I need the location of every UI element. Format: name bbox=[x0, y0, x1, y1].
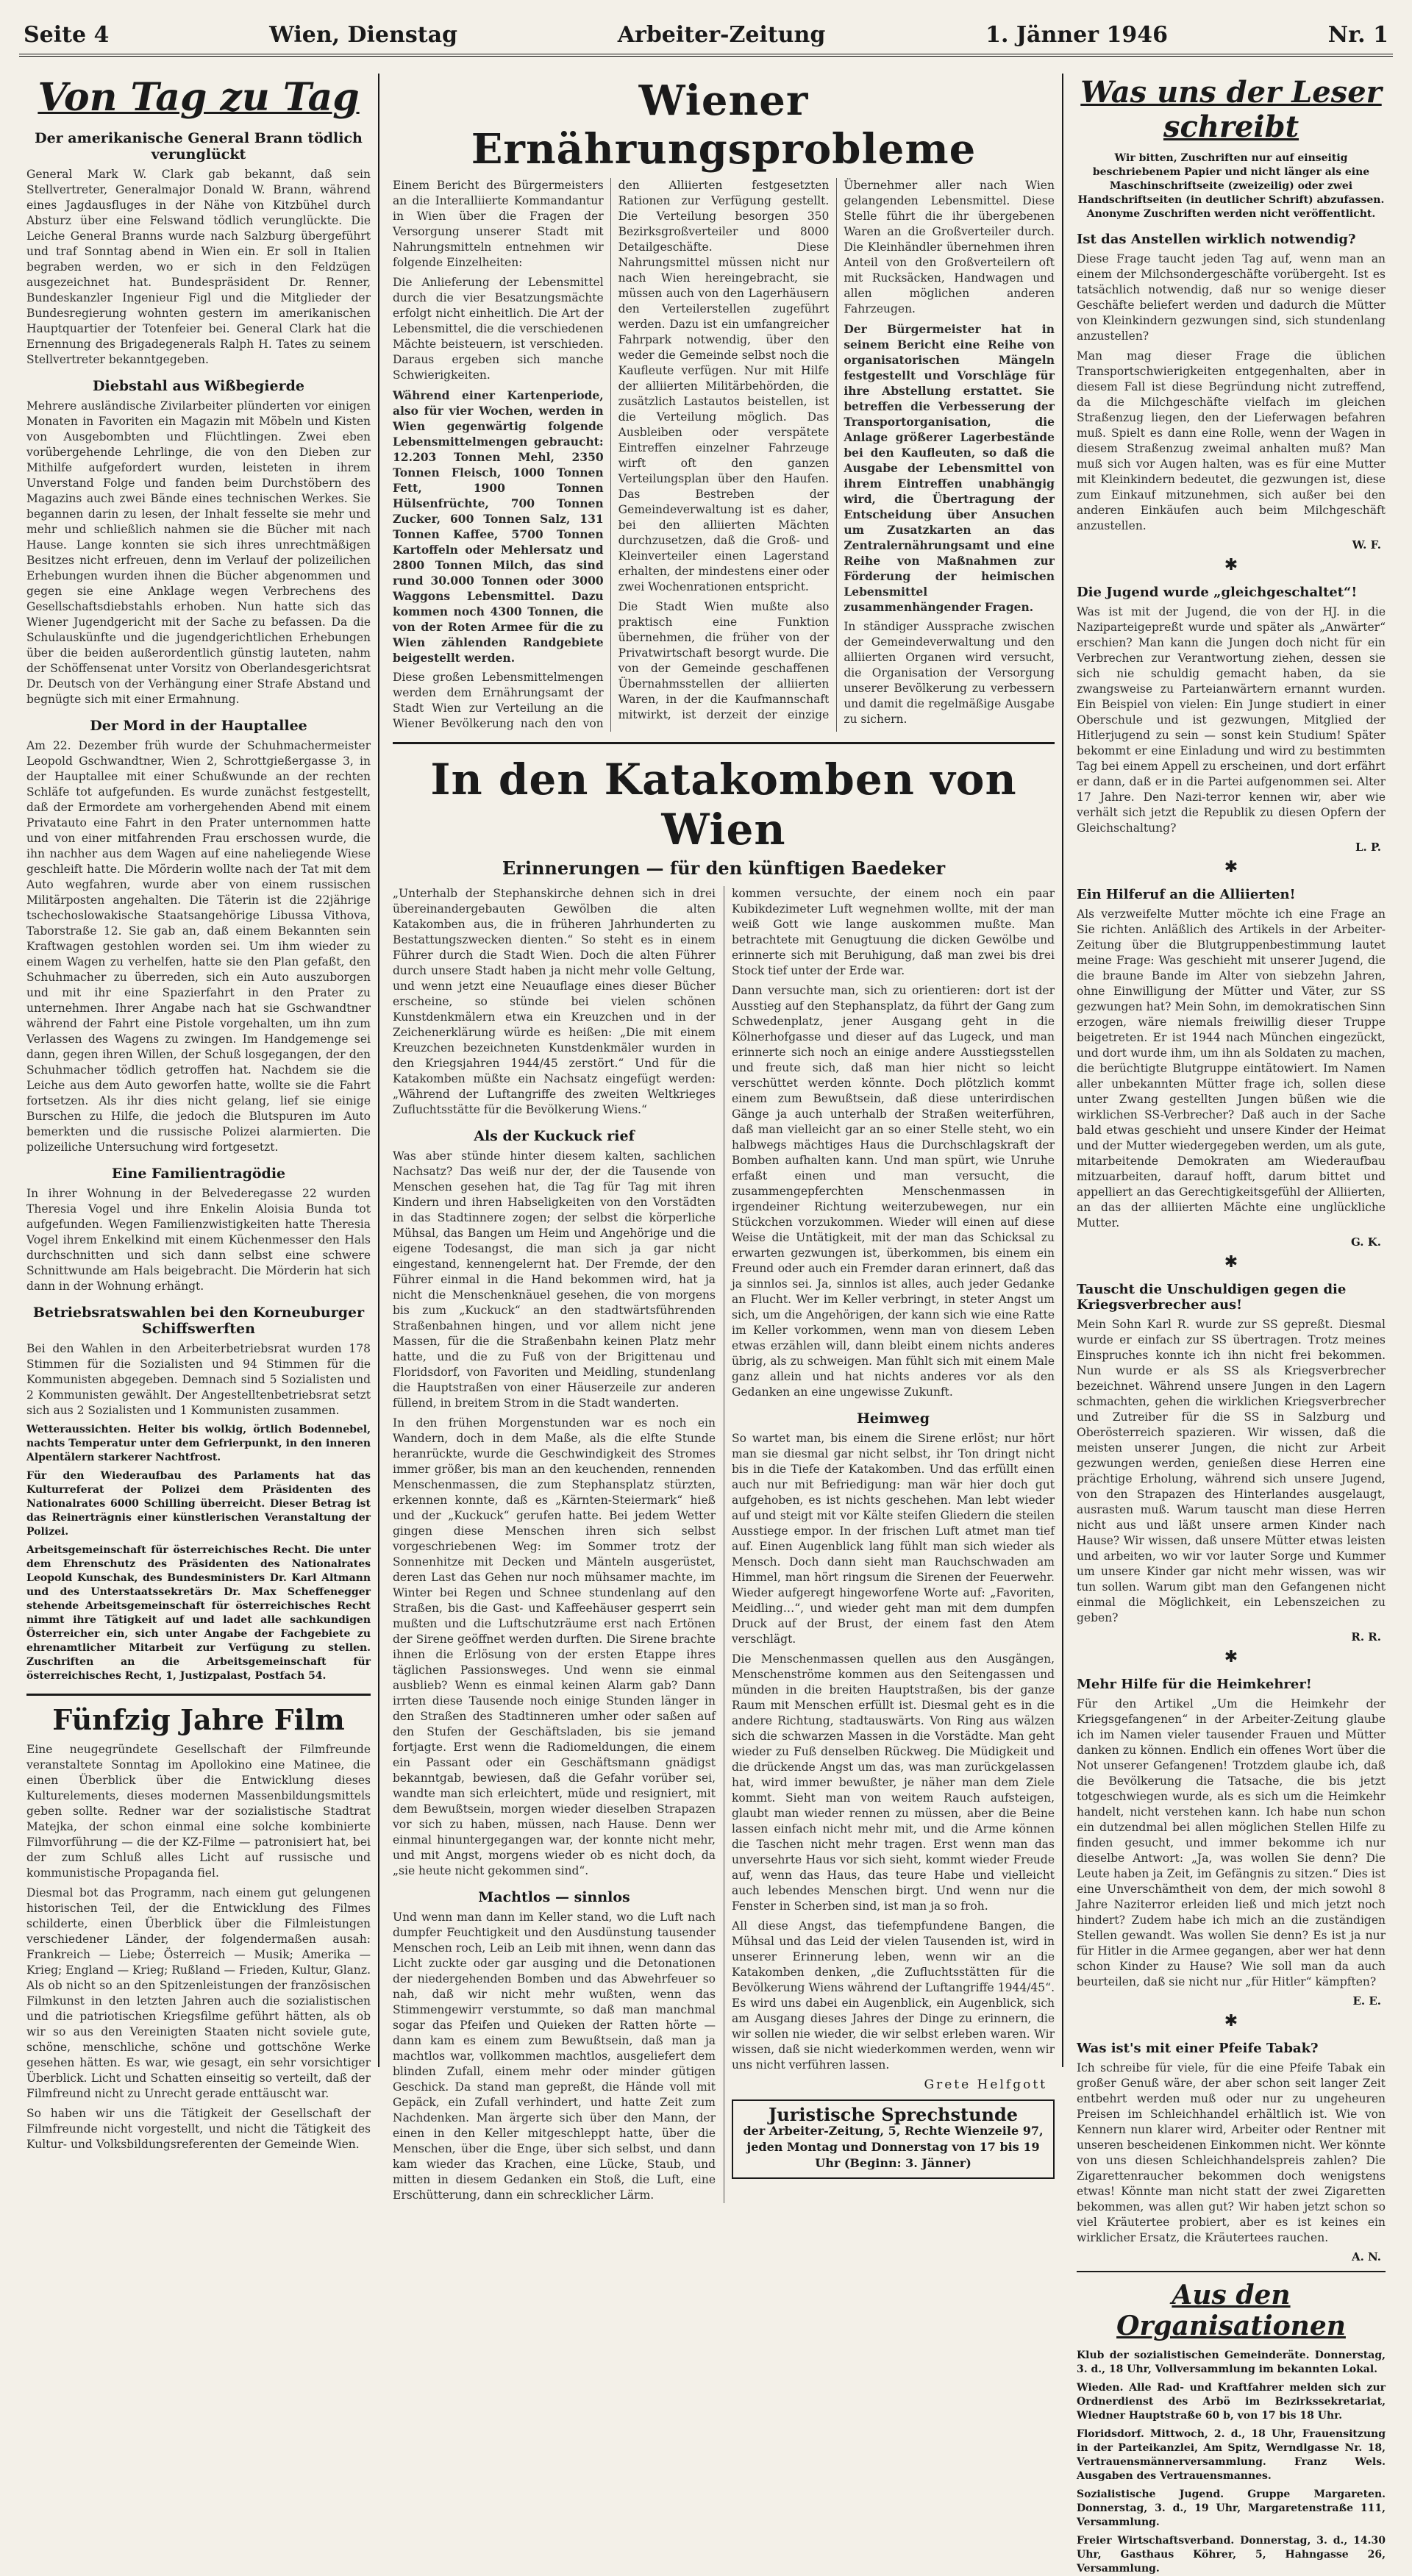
subhead-kuckuck: Als der Kuckuck rief bbox=[474, 1128, 635, 1144]
masthead bbox=[19, 22, 1393, 57]
ernaehrung-p1: Einem Bericht des Bürgermeisters an die Interalliierte Kommandantur in Wien über die Fragen der Versorgung unserer Stadt mit Nahrungsmitteln entnehmen wir folgende Einzelheiten: bbox=[393, 179, 604, 269]
column-right bbox=[1069, 74, 1393, 2575]
headline-familientragoedie: Eine Familientragödie bbox=[111, 1166, 286, 1182]
notice-arbeitsgemeinschaft: Arbeitsgemeinschaft für österreichisches Recht. Die unter dem Ehrenschutz des Präsidenten des Nationalrates Leopold Kunschak, des Bundesministers Dr. Karl Altmann und des Unterstaatssekretärs Dr. Max Scheffenegger stehende Arbeitsgemeinschaft für österreichisches Recht nimmt ihre Tätigkeit auf und ladet alle sachkundigen Österreicher ein, sich unter Angabe der Fachgebiete zu ehrenamtlicher Mitarbeit zur Verfügung zu stellen. Zuschriften an die Arbeitsgemeinschaft für österreichisches Recht, 1, Justizpalast, Postfach 54. bbox=[26, 1544, 371, 1682]
article-katakomben bbox=[393, 886, 1055, 2203]
katakomben-p1: „Unterhalb der Stephanskirche dehnen sich in drei übereinandergebauten Gewölben die alten Katakomben aus, die in früheren Jahrhunderten zu Bestattungszwecken dienten.“ So steht es in einem Führer durch die Stadt Wien. Doch die alten Führer durch unsere Stadt haben ja nicht mehr volle Geltung, und wenn jetzt eine Neuauflage eines dieser Bücher erscheine, so stünde bei vielen schönen Kunstdenkmälern etwa ein Kreuzchen und in der Zeichenerklärung würde es heißen: „Die mit einem Kreuzchen bezeichneten Kunstdenkmäler wurden in den Kriegsjahren 1944/45 zerstört.“ Und für die Katakomben müßte ein Nachsatz eingefügt werden: „Während der Luftangriffe des zweiten Weltkrieges Zufluchtsstätte für die Bevölkerung Wiens.“ bbox=[393, 887, 716, 1116]
letter-4-signature: R. R. bbox=[1351, 1630, 1381, 1644]
katakomben-p9: All diese Angst, das tiefempfundene Bangen, die Mühsal und das Leid der vielen Tausenden ist, wird in unserer Erinnerung leben, wenn wir an die Katakomben denken, „die Zufluchtsstätten für die Bevölkerung Wiens während der Luftangriffe 1944/45“. Es wird uns dabei ein Augenblick, ein Augenblick, sich am Ausgang dieses Jahres der Dinge zu erinnern, die wir sollen nie wieder, die wir selbst erleben waren. Wir wissen, daß sie nicht wiederkommen werden, wenn wir uns nicht verführen lassen. bbox=[732, 1919, 1055, 2072]
columns bbox=[19, 74, 1393, 2575]
katakomben-p4: Und wenn man dann im Keller stand, wo die Luft nach dumpfer Feuchtigkeit und den Ausdünstung tausender Menschen roch, Leib an Leib mit ihnen, wenn dann das Licht zuckte oder gar ausging und die Detonationen der niedergehenden Bomben und das Abwehrfeuer so nah, daß wir nicht mehr wußten, wenn das Stimmengewirr verstummte, so daß man manchmal sogar das Pfeifen und Quieken der Ratten hörte — dann kam es einem zum Bewußtsein, daß man ja machtlos war, vollkommen machtlos, ausgeliefert dem blinden Zufall, einem mehr oder minder gütigen Geschick. Da stand man gepreßt, die Hände voll mit Gepäck, ein Zufall verhindert, und hatte Zeit zum Nachdenken. Man ärgerte sich über den Mann, der einen in den Keller mitgeschleppt hatte, über die Menschen, über die Enge, über sich selbst, und dann kam wieder das Krachen, eine Lücke, Staub, und mitten in diesem Gedanken ein Stoß, die Luft, eine Erschütterung, dann ein schrecklicher Lärm. bbox=[393, 1910, 716, 2202]
headline-katakomben: In den Katakomben von Wien bbox=[393, 742, 1055, 854]
letter-4-p: Mein Sohn Karl R. wurde zur SS gepreßt. Diesmal wurde er einfach zur SS übertragen. Trotz meines Einspruches konnte ich ihn nicht frei bekommen. Nun wurde er als SS als Kriegsverbrecher bezeichnet. Während unsere Jungen in den Lagern schmachten, gehen die wirklichen Kriegsverbrecher und Zutreiber für die SS in Salzburg und Oberösterreich spazieren. Wir wissen, daß die meisten unserer Jungen, die nicht zur Arbeit gezwungen werden, genießen diese Herren eine prächtige Erholung, während sich unsere Jugend, von den Strapazen des Hinterlandes ausgelaugt, ausrasten muß. Warum tauscht man diese Herren nicht aus und läßt unsere armen Kinder nach Hause? Wir wissen, daß unsere Mütter etwas leisten und arbeiten, wo wir vor lauter Sorge und Kummer um unsere Kinder gar nicht mehr wissen, was wir tun sollen. Warum gibt man den Gefangenen nicht einmal die Möglichkeit, ein Lebenszeichen zu geben? bbox=[1077, 1318, 1386, 1624]
headline-ernaehrung: Wiener Ernährungsprobleme bbox=[471, 76, 977, 174]
section-title-organisationen: Aus den Organisationen bbox=[1116, 2280, 1346, 2341]
section-title-von-tag-zu-tag: Von Tag zu Tag bbox=[38, 75, 360, 120]
article-general-brann: General Mark W. Clark gab bekannt, daß sein Stellvertreter, Generalmajor Donald W. Brann, während eines Jagdausfluges in der Nähe von Kitzbühel durch Absturz über eine Felswand tödlich verunglückte. Die Leiche General Branns wurde nach Salzburg übergeführt und traf Sonntag abend in Wien ein. Er soll in Italien begraben werden, wo er sich in den Feldzügen ausgezeichnet hat. Bundespräsident Dr. Renner, Bundeskanzler Ingenieur Figl und die Mitglieder der Bundesregierung wohnten gestern im amerikanischen Hauptquartier der Totenfeier bei. General Clark hat die Ernennung des Brigadegenerals Ralph H. Tates zu seinem Stellvertreter bekanntgegeben. bbox=[26, 168, 371, 366]
letter-4-title: Tauscht die Unschuldigen gegen die Kriegsverbrecher aus! bbox=[1077, 1282, 1347, 1313]
article-ernaehrung bbox=[393, 178, 1055, 732]
org-notice-2: Wieden. Alle Rad- und Kraftfahrer melden sich zur Ordnerdienst des Arbö im Bezirkssekretariat, Wiedner Hauptstraße 60 b, von 17 bis 18 Uhr. bbox=[1077, 2382, 1386, 2422]
letter-1-p1: Diese Frage taucht jeden Tag auf, wenn man an einem der Milchsondergeschäfte vorübergeht. Ist es tatsächlich notwendig, daß nur so wenige dieser Geschäfte beliefert werden und dadurch die Mütter von Kleinkindern gezwungen sind, sich stundenlang anzustellen? bbox=[1077, 252, 1386, 343]
headline-betriebsratswahlen: Betriebsratswahlen bei den Korneuburger Schiffswerften bbox=[32, 1305, 365, 1337]
katakomben-p7: So wartet man, bis einem die Sirene erlöst; nur hört man sie diesmal gar nicht selbst, ihr Ton dringt nicht bis in die Tiefe der Katakomben. Und das erfüllt einen auch nur mit Befriedigung: man wär hier doch gut aufgehoben, es ist nichts geschehen. Man lebt wieder auf und steigt mit vor Kälte steifen Gliedern die steilen Ausstiege empor. In der frischen Luft atmet man tief auf. Einen Augenblick lang fühlt man sich wieder als Mensch. Doch dann sieht man Rauchschwaden am Himmel, man hört ringsum die Sirenen der Feuerwehr. Wieder aufgeregt hingeworfene Worte auf: „Favoriten, Meidling…“, und wieder geht man mit dem dumpfen Druck auf der Brust, der einem fast den Atem verschlägt. bbox=[732, 1432, 1055, 1646]
letter-1-signature: W. F. bbox=[1352, 538, 1381, 552]
sprechstunde-title: Juristische Sprechstunde bbox=[768, 2104, 1019, 2125]
headline-film: Fünfzig Jahre Film bbox=[26, 1694, 371, 1736]
column-center bbox=[385, 74, 1063, 2202]
paper-name: Arbeiter-Zeitung bbox=[617, 22, 826, 48]
subhead-machtlos: Machtlos — sinnlos bbox=[478, 1889, 630, 1905]
headline-diebstahl: Diebstahl aus Wißbegierde bbox=[93, 378, 304, 394]
headline-mord: Der Mord in der Hauptallee bbox=[90, 718, 307, 734]
ernaehrung-p6: Der Bürgermeister hat in seinem Bericht eine Reihe von organisatorischen Mängeln festgestellt und Vorschläge für ihre Abstellung erstattet. Sie betreffen die Verbesserung der Transportorganisation, die Anlage größerer Lagerbestände bei den Kaufleuten, so daß die Ausgabe der Lebensmittel von ihrem Eintreffen unabhängig wird, die Übertragung der Entscheidung über Ansuchen um Zusatzkarten an das Zentralernährungsamt und eine Reihe von Maßnahmen zur Förderung der heimischen Lebensmittel zusammenhängender Fragen. bbox=[844, 322, 1055, 614]
ernaehrung-p3: Während einer Kartenperiode, also für vier Wochen, werden in Wien gegenwärtig folgende Lebensmittelmengen gebraucht: 12.203 Tonnen Mehl, 2350 Tonnen Fleisch, 1000 Tonnen Fett, 1900 Tonnen Hülsenfrüchte, 700 Tonnen Zucker, 600 Tonnen Salz, 131 Tonnen Kaffee, 5700 Tonnen Kartoffeln oder Mehlersatz und 2800 Tonnen Milch, das sind rund 30.000 Tonnen oder 3000 Waggons Lebensmittel. Dazu kommen noch 4300 Tonnen, die von der Roten Armee für die zu Wien zählenden Randgebiete beigestellt werden. bbox=[393, 388, 604, 665]
box-juristische-sprechstunde bbox=[732, 2099, 1055, 2179]
letter-1-title: Ist das Anstellen wirklich notwendig? bbox=[1077, 232, 1356, 247]
divider bbox=[1077, 2271, 1386, 2272]
page-number: Seite 4 bbox=[24, 22, 110, 48]
article-film-1: Eine neugegründete Gesellschaft der Filmfreunde veranstaltete Sonntag im Apollokino eine Matinee, die einen Überblick über die Entwicklung dieses Kulturelements, dieses modernen Massenbildungsmittels geben sollte. Redner war der sozialistische Stadtrat Matejka, der schon einmal eine solche kombinierte Filmvorführung — die der KZ-Filme — patronisiert hat, bei der zum Schluß alles Licht auf russische und kommunistische Propaganda fiel. bbox=[26, 1743, 371, 1880]
article-film-3: So haben wir uns die Tätigkeit der Gesellschaft der Filmfreunde nicht vorgestellt, und nicht die Tätigkeit des Kultur- und Volksbildungsreferenten der Gemeinde Wien. bbox=[26, 2107, 371, 2151]
article-betriebsratswahlen: Bei den Wahlen in den Arbeiterbetriebsrat wurden 178 Stimmen für die Sozialisten und 94 Stimmen für die Kommunisten abgegeben. Demnach sind 5 Sozialisten und 2 Kommunisten gewählt. Der Angestelltenbetriebsrat setzt sich aus 2 Sozialisten und 1 Kommunisten zusammen. bbox=[26, 1342, 371, 1417]
letter-1-p2: Man mag dieser Frage die üblichen Transportschwierigkeiten entgegenhalten, aber in diesem Fall ist diese Begründung nicht zutreffend, da die Milchgeschäfte vielfach im gleichen Straßenzug liegen, den der Lieferwagen befahren muß. Spielt es dann eine Rolle, wenn der Wagen in diesem Straßenzug zweimal anhalten muß? Man muß sich vor Augen halten, was es für eine Mutter mit Kleinkindern bedeutet, die gezwungen ist, diese zum Einkauf mitzunehmen, sich außer bei den anderen Einkäufen auch beim Milchgeschäft anzustellen. bbox=[1077, 349, 1386, 532]
ernaehrung-p7: In ständiger Aussprache zwischen der Gemeindeverwaltung und den alliierten Organen wird versucht, die Organisation der Versorgung unserer Bevölkerung zu verbessern und damit die regelmäßige Ausgabe zu sichern. bbox=[844, 620, 1055, 726]
separator-star-icon: ✱ bbox=[1224, 2012, 1238, 2030]
katakomben-p5: kommen versuchte, der einem noch ein paar Kubikdezimeter Luft wegnehmen wollte, mit der man weiß Gott wie lange auskommen mußte. Man betrachtete mit Genugtuung die dicken Gewölbe und erinnerte sich mit Beruhigung, daß man zwei bis drei Stock tief unter der Erde war. bbox=[732, 887, 1055, 977]
separator-star-icon: ✱ bbox=[1224, 1253, 1238, 1271]
org-notice-5: Freier Wirtschaftsverband. Donnerstag, 3. d., 14.30 Uhr, Gasthaus Köhrer, 5, Hahngasse 26, Versammlung. bbox=[1077, 2535, 1386, 2575]
subhead-heimweg: Heimweg bbox=[856, 1410, 930, 1427]
article-film-2: Diesmal bot das Programm, nach einem gut gelungenen historischen Teil, der die Entwicklung des Filmes schilderte, einen Überblick über die Filmleistungen verschiedener Länder, der folgendermaßen ausah: Frankreich — Liebe; Österreich — Musik; Amerika — Krieg; England — Krieg; Rußland — Frieden, Kultur, Glanz. Als ob nicht so an den Spitzenleistungen der französischen Filmkunst in den letzten Jahren auch die sozialistischen und die patriotischen Kriegsfilme geführt hätten, als ob wir so aus den Vereinigten Staaten nicht soviele gute, schöne, menschliche, schöne und gottschöne Werke gesehen hätten. Es war, wie gesagt, ein sehr vorsichtiger Überblick. Licht und Schatten einseitig so verteilt, daß der Filmfreund nicht zu Unrecht gerade enttäuscht war. bbox=[26, 1886, 371, 2100]
letter-6-title: Was ist's mit einer Pfeife Tabak? bbox=[1077, 2041, 1319, 2056]
article-mord: Am 22. Dezember früh wurde der Schuhmachermeister Leopold Gschwandtner, Wien 2, Schrottgießergasse 3, in der Hauptallee mit einer Schußwunde an der rechten Schläfe tot aufgefunden. Es wurde zunächst festgestellt, daß der Ermordete am vorhergehenden Abend mit einem Privatauto eine Fahrt in den Prater unternommen hatte und von einer mitfahrenden Frau erschossen wurde, die ihn nachher aus dem Wagen auf eine naheliegende Wiese geschleift hatte. Die Mörderin wollte nach der Tat mit dem Auto wegfahren, wurde aber von einem russischen Militärposten angehalten. Die Täterin ist die 22jährige tschechoslowakische Staatsangehörige Libussa Vithova, Taborstraße 12. Sie gab an, daß einem Bekannten sein Kraftwagen gestohlen worden sei. Um ihm wieder zu einem Wagen zu verhelfen, hatte sie den Plan gefaßt, den Schuhmacher zu überreden, sich ein Auto auszuborgen und mit ihr eine Spazierfahrt in den Prater zu unternehmen. Ihrer Angabe nach hat sie Gschwandtner während der Fahrt eine Pistole vorgehalten, um ihn zum Verlassen des Wagens zu zwingen. Im Handgemenge sei dann, gegen ihren Willen, der Schuß losgegangen, der den Schuhmacher tödlich getroffen hat. Nachdem sie die Leiche aus dem Auto geworfen hatte, wollte sie die Fahrt fortsetzen. Als ihr dies nicht gelang, lief sie einige Burschen zu Hilfe, die jedoch die Blutspuren im Auto bemerkten und die russische Polizei alarmierten. Die polizeiliche Untersuchung wird fortgesetzt. bbox=[26, 739, 371, 1154]
letter-5-title: Mehr Hilfe für die Heimkehrer! bbox=[1077, 1677, 1312, 1692]
separator-star-icon: ✱ bbox=[1224, 1648, 1238, 1666]
reader-intro: Wir bitten, Zuschriften nur auf einseitig beschriebenem Papier und nicht länger als eine Maschinschriftseite (zweizeilig) oder zwei Handschriftseiten (in deutlicher Schrift) abzufassen. Anonyme Zuschriften werden nicht veröffentlicht. bbox=[1077, 152, 1385, 220]
issue-number: Nr. 1 bbox=[1327, 22, 1388, 48]
katakomben-p3: In den frühen Morgenstunden war es noch ein Wandern, doch in dem Maße, als die elfte Stunde heranrückte, wurde die Geschwindigkeit des Stromes immer größer, bis man an den keuchenden, rennenden Menschenmassen, die zum Stephansplatz stürzten, erkennen konnte, daß es „Kärnten-Steiermark“ hieß und der „Kuckuck“ gerufen hatte. Bei jedem Wetter gingen diese Menschen ihren sich selbst vorgeschriebenen Weg: im Sommer trotz der Sonnenhitze mit Decken und Mänteln ausgerüstet, deren Last das Gehen nur noch mühsamer machte, im Winter bei Regen und Schnee stundenlang auf den Straßen, bis die Gast- und Kaffeehäuser gesperrt sein mußten und die Luftschutzräume erst nach Ertönen der Sirene geöffnet werden durften. Die Sirene brachte ihnen die Erlösung von der ersten Etappe ihres täglichen Passionsweges. Und wenn sie einmal ausblieb? Wenn es einmal keinen Alarm gab? Dann irrten diese Tausende noch einige Stunden länger in den Straßen des Stadtinneren umher oder saßen auf den Stufen der Geschäftsladen, bis sie jemand fortjagte. Erst wenn die Radiomeldungen, die einem ein Passant oder ein Geschäftsmann gnädigst bekanntgab, bewiesen, daß die Gefahr vorüber sei, wandte man sich erleichtert, müde und resigniert, mit dem Bewußtsein, morgen wieder dieselben Strapazen vor sich zu haben, müssen, nach Hause. Denn wer einmal hinuntergegangen war, der konnte nicht mehr, und mit Angst, morgens wieder ob es nicht doch, da „sie heute nicht gekommen sind“. bbox=[393, 1416, 716, 1877]
letter-3-title: Ein Hilferuf an die Alliierten! bbox=[1077, 887, 1296, 902]
org-notice-4: Sozialistische Jugend. Gruppe Margareten. Donnerstag, 3. d., 19 Uhr, Margaretenstraße 111, Versammlung. bbox=[1077, 2488, 1386, 2528]
katakomben-p8: Die Menschenmassen quellen aus den Ausgängen, Menschenströme kommen aus den Seitengassen und münden in die breiten Hauptstraßen, bis der ganze Raum mit Menschen erfüllt ist. Diesmal geht es in die andere Richtung, stadtauswärts. Von Ring aus wälzen sich die schwarzen Massen in die Vorstädte. Man geht wieder zu Fuß denselben Rückweg. Die Müdigkeit und die drückende Angst um das, was man zurückgelassen hat, wird immer bewußter, je näher man dem Ziele kommt. Sieht man von weitem Rauch aufsteigen, glaubt man wieder rennen zu müssen, aber die Beine lassen einfach nicht mehr mit, und die Arme können die Taschen nicht mehr tragen. Erst wenn man das unversehrte Haus vor sich sieht, kommt wieder Freude auf, wenn das Haus, das teure Habe und vielleicht auch lebendes Menschen birgt. Und wenn nur die Fenster in Scherben sind, ist man ja so froh. bbox=[732, 1652, 1055, 1913]
section-title-leser: Was uns der Leser schreibt bbox=[1080, 75, 1382, 144]
letter-5-p: Für den Artikel „Um die Heimkehr der Kriegsgefangenen“ in der Arbeiter-Zeitung glaube ich im Namen vieler tausender Frauen und Mütter danken zu können. Endlich ein offenes Wort über die Not unserer Gefangenen! Trotzdem glaube ich, daß die Bevölkerung die Tatsache, die bis jetzt totgeschwiegen wurde, als es sich um die Heimkehr handelt, nicht verstehen kann. Ich habe nun schon ein dutzendmal bei allen möglichen Stellen Hilfe zu finden gesucht, und immer bekomme ich nur dieselbe Antwort: „Ja, was wollen Sie denn? Die Leute haben ja Zeit, im Gefängnis zu sitzen.“ Dies ist eine Unverschämtheit von dem, der mich sowohl 8 Jahre Naziterror erleiden ließ und mich jetzt noch hindert? Zudem habe ich mich an die zuständigen Stellen gewandt. Was wollen Sie denn? Es ist ja nur für Hitler in die Armee gegangen, aber wer hat denn schon Kinder zu Hause? Wie soll man da auch beurteilen, daß sie nicht nur „für Hitler“ kämpften? bbox=[1077, 1697, 1386, 1988]
org-notice-3: Floridsdorf. Mittwoch, 2. d., 18 Uhr, Frauensitzung in der Parteikanzlei, Am Spitz, Werndlgasse Nr. 18, Vertrauensmännerversammlung. Franz Wels. Ausgaben des Vertrauensmannes. bbox=[1077, 2428, 1386, 2482]
issue-date: 1. Jänner 1946 bbox=[985, 22, 1168, 48]
letter-2-p: Was ist mit der Jugend, die von der HJ. in die Naziparteigepreßt wurde und später als „Anwärter“ erschien? Man kann die Jungen doch nicht für ein Verbrechen zur Verantwortung ziehen, dessen sie sich nie schuldig gemacht haben, da sie zwangsweise zu Parteianwärtern ernannt wurden. Ein Beispiel von vielen: Ein Junge studiert in einer Oberschule und ist gezwungen, Mitglied der Hitlerjugend zu sein — sonst kein Studium! Später bekommt er eine Einladung und wird zu bestimmten Tag bei einem Appell zu erscheinen, und dort erfährt er dann, daß er in die Partei aufgenommen sei. Alter 17 Jahre. Den Nazi-terror kennen wir, aber wie verhält sich jetzt die Republik zu diesen Opfern der Gleichschaltung? bbox=[1077, 605, 1386, 835]
sprechstunde-text: der Arbeiter-Zeitung, 5, Rechte Wienzeile 97, jeden Montag und Donnerstag von 17 bis 19 Uhr (Beginn: 3. Jänner) bbox=[743, 2124, 1044, 2170]
letter-6-signature: A. N. bbox=[1351, 2250, 1381, 2263]
headline-general-brann: Der amerikanische General Brann tödlich verunglückt bbox=[35, 130, 363, 163]
ernaehrung-p4: Diese großen Lebensmittelmengen werden dem Ernährungsamt der Stadt Wien zur Verteilung an die Wiener Bevölkerung nach den von den Alliierten festgesetzten Rationen zur Verfügung gestellt. Die Verteilung besorgen 350 Bezirksgroßverteiler und 8000 Detailgeschäfte. Diese Nahrungsmittel müssen nicht nur nach Wien hereingebracht, sie müssen auch von den Lagerhäusern den Verteilerstellen zugeführt werden. Dazu ist ein umfangreicher Fahrpark notwendig, über den weder die Gemeinde selbst noch die Kaufleute verfügen. Nur mit Hilfe der alliierten Militärbehörden, die zusätzlich Lastautos beistellen, ist die Verteilung möglich. Das Ausbleiben oder verspätete Eintreffen einzelner Fahrzeuge wirft oft den ganzen Verteilungsplan über den Haufen. Das Bestreben der Gemeindeverwaltung ist es daher, bei den alliierten Mächten durchzusetzen, daß die Groß- und Kleinverteiler einen Lagerstand erhalten, der mindestens einer oder zwei Wochenrationen entspricht. bbox=[393, 179, 830, 730]
letter-6-p: Ich schreibe für viele, für die eine Pfeife Tabak ein großer Genuß wäre, der aber schon seit langer Zeit entbehrt werden muß oder nur zu ungeheuren Preisen im Schleichhandel erhältlich ist. Wie von Kennern nun klarer wird, Arbeiter oder Rentner mit unseren bescheidenen Einkommen nicht. Wer könnte von uns diesen Schleichhandelspreis zahlen? Die Zigarettenraucher bekommen doch wenigstens etwas! Könnte man nicht statt der zwei Zigaretten bekommen, was allen gut? Wir haben jetzt schon so viel Kräutertee probiert, aber es ist keines ein wirklicher Ersatz, die Kräutertees rauchen. bbox=[1077, 2061, 1386, 2244]
katakomben-p6: Dann versuchte man, sich zu orientieren: dort ist der Ausstieg auf den Stephansplatz, da führt der Gang zum Schwedenplatz, jener Ausgang geht in die Kölnerhofgasse und dieser auf das Lugeck, und man erinnerte sich noch an einige andere Ausstiegsstellen und freute sich, daß man hier nicht so leicht verschüttet werden könnte. Doch plötzlich kommt einem zum Bewußtsein, daß diese unterirdischen Gänge ja auch unterhalb der Straßen weiterführen, daß man vielleicht gar an so einer Stelle steht, wo ein halbwegs mächtiges Haus die Durchschlagskraft der Bomben aufhalten kann. Und man spürt, wie Unruhe erfaßt einen und man versucht, die zusammengepferchten Menschenmassen in irgendeiner Richtung weiterzubewegen, nur ein Stückchen vorzukommen. Wieder will einen auf diese Weise die Untätigkeit, mit der man das Schicksal zu erwarten gezwungen ist, überkommen, bis einem ein Freund oder auch ein Fremder daran erinnert, daß das ja sinnlos sei. Ja, sinnlos ist alles, auch jeder Gedanke an Flucht. Wer im Keller verbringt, in steter Angst um sich, um die Angehörigen, der kann sich wie eine Ratte im Keller vorkommen, wenn man von diesem Leben etwas erzählen will, dann bleibt einem nichts anderes übrig, als zu schweigen. Man fühlt sich mit einem Male ganz allein und hat nichts anderes vor als den Gedanken an eine ungewisse Zukunft. bbox=[732, 984, 1055, 1399]
letter-3-p: Als verzweifelte Mutter möchte ich eine Frage an Sie richten. Anläßlich des Artikels in der Arbeiter-Zeitung über die Blutgruppenbestimmung lautet meine Frage: Was geschieht mit unserer Jugend, die die braune Bande im Alter von siebzehn Jahren, ohne Einwilligung der Mütter und Väter, zur SS gezwungen hat? Mein Sohn, im demokratischen Sinn erzogen, wäre niemals freiwillig dieser Truppe beigetreten. Er ist 1944 nach München eingezückt, und dort wurde ihm, um ihn als Soldaten zu machen, die berüchtigte Blutgruppe eintätowiert. Im Namen aller unbekannten Mütter frage ich, sollen diese unter Zwang gestellten Jungen büßen wie die wirklichen SS-Verbrecher? Daß auch in der Sache bald etwas geschieht und unsere Kinder der Heimat und der Mutter wiedergegeben werden, um als gute, mitarbeitende Demokraten am Wiederaufbau mitzuarbeiten, darauf hofft, darum bittet und appelliert an das Gerechtigkeitsgefühl der Alliierten, an das der alliierten Mächte eine unglückliche Mutter. bbox=[1077, 907, 1386, 1230]
dateline-place: Wien, Dienstag bbox=[269, 22, 457, 48]
subheadline-katakomben: Erinnerungen — für den künftigen Baedeker bbox=[502, 857, 946, 879]
weather-forecast: Wetteraussichten. Heiter bis wolkig, örtlich Bodennebel, nachts Temperatur unter dem Gefrierpunkt, in den inneren Alpentälern starkerer Nachtfrost. bbox=[26, 1424, 371, 1463]
ernaehrung-p5: Die Stadt Wien mußte also praktisch eine Funktion übernehmen, die früher von der Privatwirtschaft besorgt wurde. Die von der Gemeinde geschaffenen Übernahmsstellen der alliierten Waren, in der die Kaufmannschaft mitwirkt, ist derzeit der einzige Übernehmer aller nach Wien gelangenden Lebensmittel. Diese Stelle führt die ihr übergebenen Waren an die Großverteiler durch. Die Kleinhändler übernehmen ihren Anteil von den Großverteilern oft mit Rucksäcken, Handwagen und allen möglichen anderen Fahrzeugen. bbox=[618, 179, 1055, 721]
author-byline: Grete Helfgott bbox=[924, 2077, 1047, 2092]
letter-2-signature: L. P. bbox=[1355, 841, 1381, 854]
notice-parlament: Für den Wiederaufbau des Parlaments hat das Kulturreferat der Polizei dem Präsidenten des Nationalrates 6000 Schilling überreicht. Dieser Betrag ist das Reinerträgnis einer künstlerischen Veranstaltung der Polizei. bbox=[26, 1470, 371, 1538]
separator-star-icon: ✱ bbox=[1224, 556, 1238, 574]
katakomben-p2: Was aber stünde hinter diesem kalten, sachlichen Nachsatz? Das weiß nur der, der die Tausende von Menschen gesehen hat, die Tag für Tag mit ihren Kindern und ihren Habseligkeiten von den Vorstädten in das Stadtinnere zogen; der selbst die körperliche Mühsal, das Bangen um Heim und Angehörige und die eigene Todesangst, die man sich ja gar nicht eingestand, kennengelernt hat. Der Fremde, der den Führer einmal in die Hand bekommen wird, hat ja nicht die Menschenknäuel gesehen, die von morgens bis zum „Kuckuck“ an den stadtwärtsführenden Straßenbahnen hingen, und vor allem nicht jene Massen, für die die Straßenbahn keinen Platz mehr hatte, und die zu Fuß von der Brigittenau und Floridsdorf, von Favoriten und Meidling, stundenlang die Hauptstraßen von einer Häuserzeile zur anderen füllend, in breitem Strom in die Stadt wanderten. bbox=[393, 1149, 716, 1410]
ernaehrung-p2: Die Anlieferung der Lebensmittel durch die vier Besatzungsmächte erfolgt nicht einheitlich. Die Art der Lebensmittel, die die verschiedenen Mächte beisteuern, ist verschieden. Daraus ergeben sich manche Schwierigkeiten. bbox=[393, 276, 604, 382]
letter-2-title: Die Jugend wurde „gleichgeschaltet“! bbox=[1077, 585, 1358, 600]
column-left bbox=[19, 74, 379, 2151]
letter-3-signature: G. K. bbox=[1351, 1235, 1381, 1249]
separator-star-icon: ✱ bbox=[1224, 858, 1238, 877]
article-diebstahl: Mehrere ausländische Zivilarbeiter plünderten vor einigen Monaten in Favoriten ein Magazin mit Möbeln und Kisten von Ausgebombten und Flüchtlingen. Zwei eben vorübergehende Lehrlinge, die von den Dieben zur Mithilfe aufgefordert wurden, leisteten in ihrem Unverstand Folge und fanden beim Durchstöbern des Magazins auch zwei Bände eines technischen Werkes. Sie begannen darin zu lesen, der Inhalt fesselte sie mehr und mehr und schließlich nahmen sie die Bücher mit nach Hause. Lange konnten sie sich ihres unrechtmäßigen Besitzes nicht erfreuen, denn im Verlauf der polizeilichen Erhebungen wurden ihnen die Bücher abgenommen und gegen sie eine Anklage wegen Verbrechens des Gesellschaftsdiebstahls erhoben. Nun hatte sich das Wiener Jugendgericht mit der Sache zu befassen. Da die Schulauskünfte und die jugendgerichtlichen Erhebungen über die beiden außerordentlich günstig lauteten, nahm der Schöffensenat unter Vorsitz von Oberlandesgerichtsrat Dr. Deutsch von der Verhängung einer Strafe Abstand und begnügte sich mit einer Ermahnung. bbox=[26, 399, 371, 706]
letter-5-signature: E. E. bbox=[1352, 1994, 1381, 2008]
article-familientragoedie: In ihrer Wohnung in der Belvederegasse 22 wurden Theresia Vogel und ihre Enkelin Aloisia Bunda tot aufgefunden. Wegen Familienzwistigkeiten hatte Theresia Vogel ihrem Enkelkind mit einem Küchenmesser den Hals durchschnitten und sich dann selbst eine schwere Schnittwunde am Hals beigebracht. Die Mörderin hat sich dann in der Wohnung erhängt. bbox=[26, 1187, 371, 1293]
org-notice-1: Klub der sozialistischen Gemeinderäte. Donnerstag, 3. d., 18 Uhr, Vollversammlung im bekannten Lokal. bbox=[1077, 2350, 1386, 2375]
